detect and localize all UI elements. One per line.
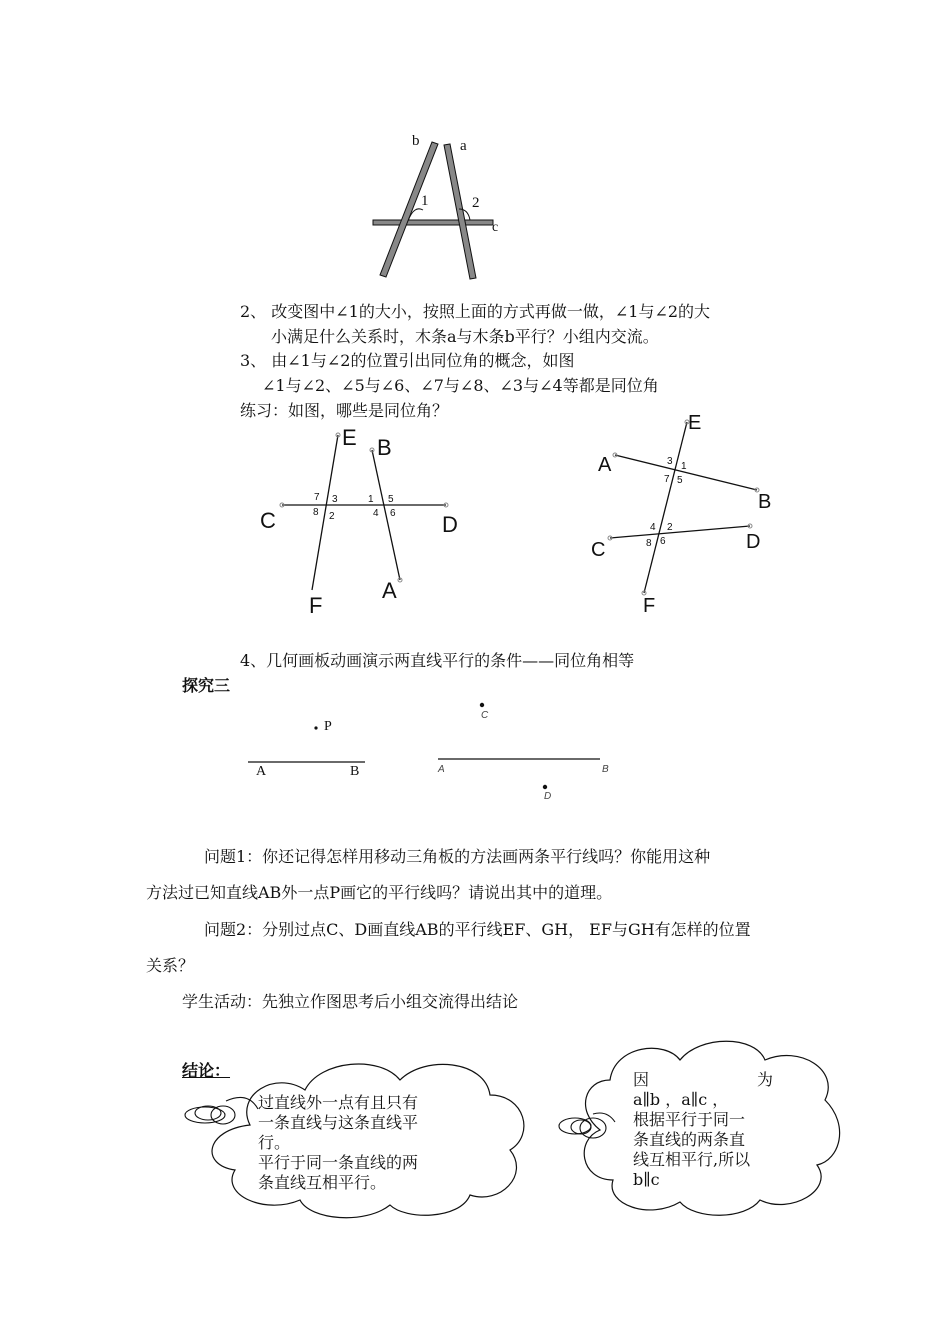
fig3-label-e: E <box>688 412 702 434</box>
fig5-label-d: D <box>544 791 552 802</box>
practice-prompt: 练习：如图，哪些是同位角？ <box>240 401 449 420</box>
point-d <box>543 785 547 789</box>
fig3-num-4: 4 <box>650 522 656 533</box>
fig3-num-2: 2 <box>667 522 673 533</box>
line-cd <box>610 526 750 538</box>
point-c <box>480 703 484 707</box>
point-p <box>314 726 317 729</box>
label-b: b <box>412 133 420 149</box>
fig4-label-p: P <box>324 719 332 734</box>
label-angle-1: 1 <box>421 193 429 209</box>
item-3-line-1: 3、 由∠1与∠2的位置引出同位角的概念，如图 <box>240 351 575 370</box>
cloud-right-word-1: 因 <box>633 1070 650 1089</box>
plank-c <box>373 220 493 225</box>
fig3-label-b: B <box>758 491 772 513</box>
conclusion-label: 结论： <box>182 1061 231 1080</box>
fig3-label-d: D <box>746 531 761 553</box>
item-3-line-2: ∠1与∠2、∠5与∠6、∠7与∠8、∠3与∠4等都是同位角 <box>262 376 659 395</box>
cloud-right-line-3: 根据平行于同一 <box>633 1110 746 1129</box>
fig4-label-b: B <box>350 764 360 779</box>
question-2-line-1: 问题2：分别过点C、D画直线AB的平行线EF、GH， EF与GH有怎样的位置 <box>204 920 751 939</box>
cloud-left-line-2: 一条直线与这条直线平 <box>258 1113 419 1132</box>
fig5-label-c: C <box>481 710 489 721</box>
fig2-num-6: 6 <box>390 508 396 519</box>
cloud-left-text <box>258 1093 478 1193</box>
fig3-num-8: 8 <box>646 538 652 549</box>
cloud-right-line-6: b∥c <box>633 1170 660 1189</box>
fig3-num-1: 1 <box>681 461 687 472</box>
line-ef <box>644 422 687 593</box>
label-angle-2: 2 <box>472 195 480 211</box>
fig2-label-f: F <box>309 593 323 618</box>
question-1-line-1: 问题1：你还记得怎样用移动三角板的方法画两条平行线吗？你能用这种 <box>204 847 711 866</box>
stick-b <box>380 142 438 277</box>
fig2-num-3: 3 <box>332 494 338 505</box>
fig3-label-a: A <box>598 454 612 476</box>
fig3-label-f: F <box>643 595 656 617</box>
heading-explore-3: 探究三 <box>182 676 231 695</box>
cloud-right-line-5: 线互相平行,所以 <box>633 1150 751 1169</box>
cloud-right-line-4: 条直线的两条直 <box>633 1130 746 1149</box>
fig2-num-2: 2 <box>329 511 335 522</box>
cloud-left-line-1: 过直线外一点有且只有 <box>258 1093 419 1112</box>
fig2-label-a: A <box>382 578 397 603</box>
fig2-num-8: 8 <box>313 507 319 518</box>
cloud-right-line-2: a∥b ，a∥c ， <box>633 1090 729 1109</box>
cloud-left-line-4: 平行于同一条直线的两 <box>258 1153 419 1172</box>
fig5-label-b: B <box>602 764 609 775</box>
fig2-label-d: D <box>442 512 458 537</box>
fig3-label-c: C <box>591 539 606 561</box>
cloud-left-line-3: 行。 <box>258 1133 291 1152</box>
cloud-right-word-2: 为 <box>756 1070 773 1089</box>
cloud-left-line-5: 条直线互相平行。 <box>258 1173 387 1192</box>
fig5-label-a: A <box>438 764 445 775</box>
cloud-right-line-1 <box>633 1070 773 1090</box>
student-activity: 学生活动：先独立作图思考后小组交流得出结论 <box>182 992 519 1011</box>
item-4: 4、几何画板动画演示两直线平行的条件——同位角相等 <box>240 651 635 670</box>
figure-line-ab-points-cd <box>430 695 620 805</box>
fig3-num-5: 5 <box>677 475 683 486</box>
fig3-num-6: 6 <box>660 536 666 547</box>
label-a: a <box>460 138 467 154</box>
fig2-label-e: E <box>342 425 357 450</box>
fig3-num-7: 7 <box>664 474 670 485</box>
fig3-num-3: 3 <box>667 456 673 467</box>
fig4-label-a: A <box>256 764 267 779</box>
cloud-right-text <box>633 1070 773 1190</box>
fig2-num-4: 4 <box>373 508 379 519</box>
fig2-label-c: C <box>260 508 276 533</box>
fig2-num-7: 7 <box>314 492 320 503</box>
item-2-line-2: 小满足什么关系时，木条a与木条b平行？小组内交流。 <box>271 327 659 346</box>
item-2-line-1: 2、 改变图中∠1的大小，按照上面的方式再做一做，∠1与∠2的大 <box>240 302 711 321</box>
label-c: c <box>492 220 499 235</box>
fig2-label-b: B <box>377 435 392 460</box>
question-1-line-2: 方法过已知直线AB外一点P画它的平行线吗？请说出其中的道理。 <box>146 883 613 902</box>
fig2-num-1: 1 <box>368 494 374 505</box>
fig2-num-5: 5 <box>388 494 394 505</box>
figure-sticks <box>360 125 520 285</box>
question-2-line-2: 关系？ <box>146 956 195 975</box>
